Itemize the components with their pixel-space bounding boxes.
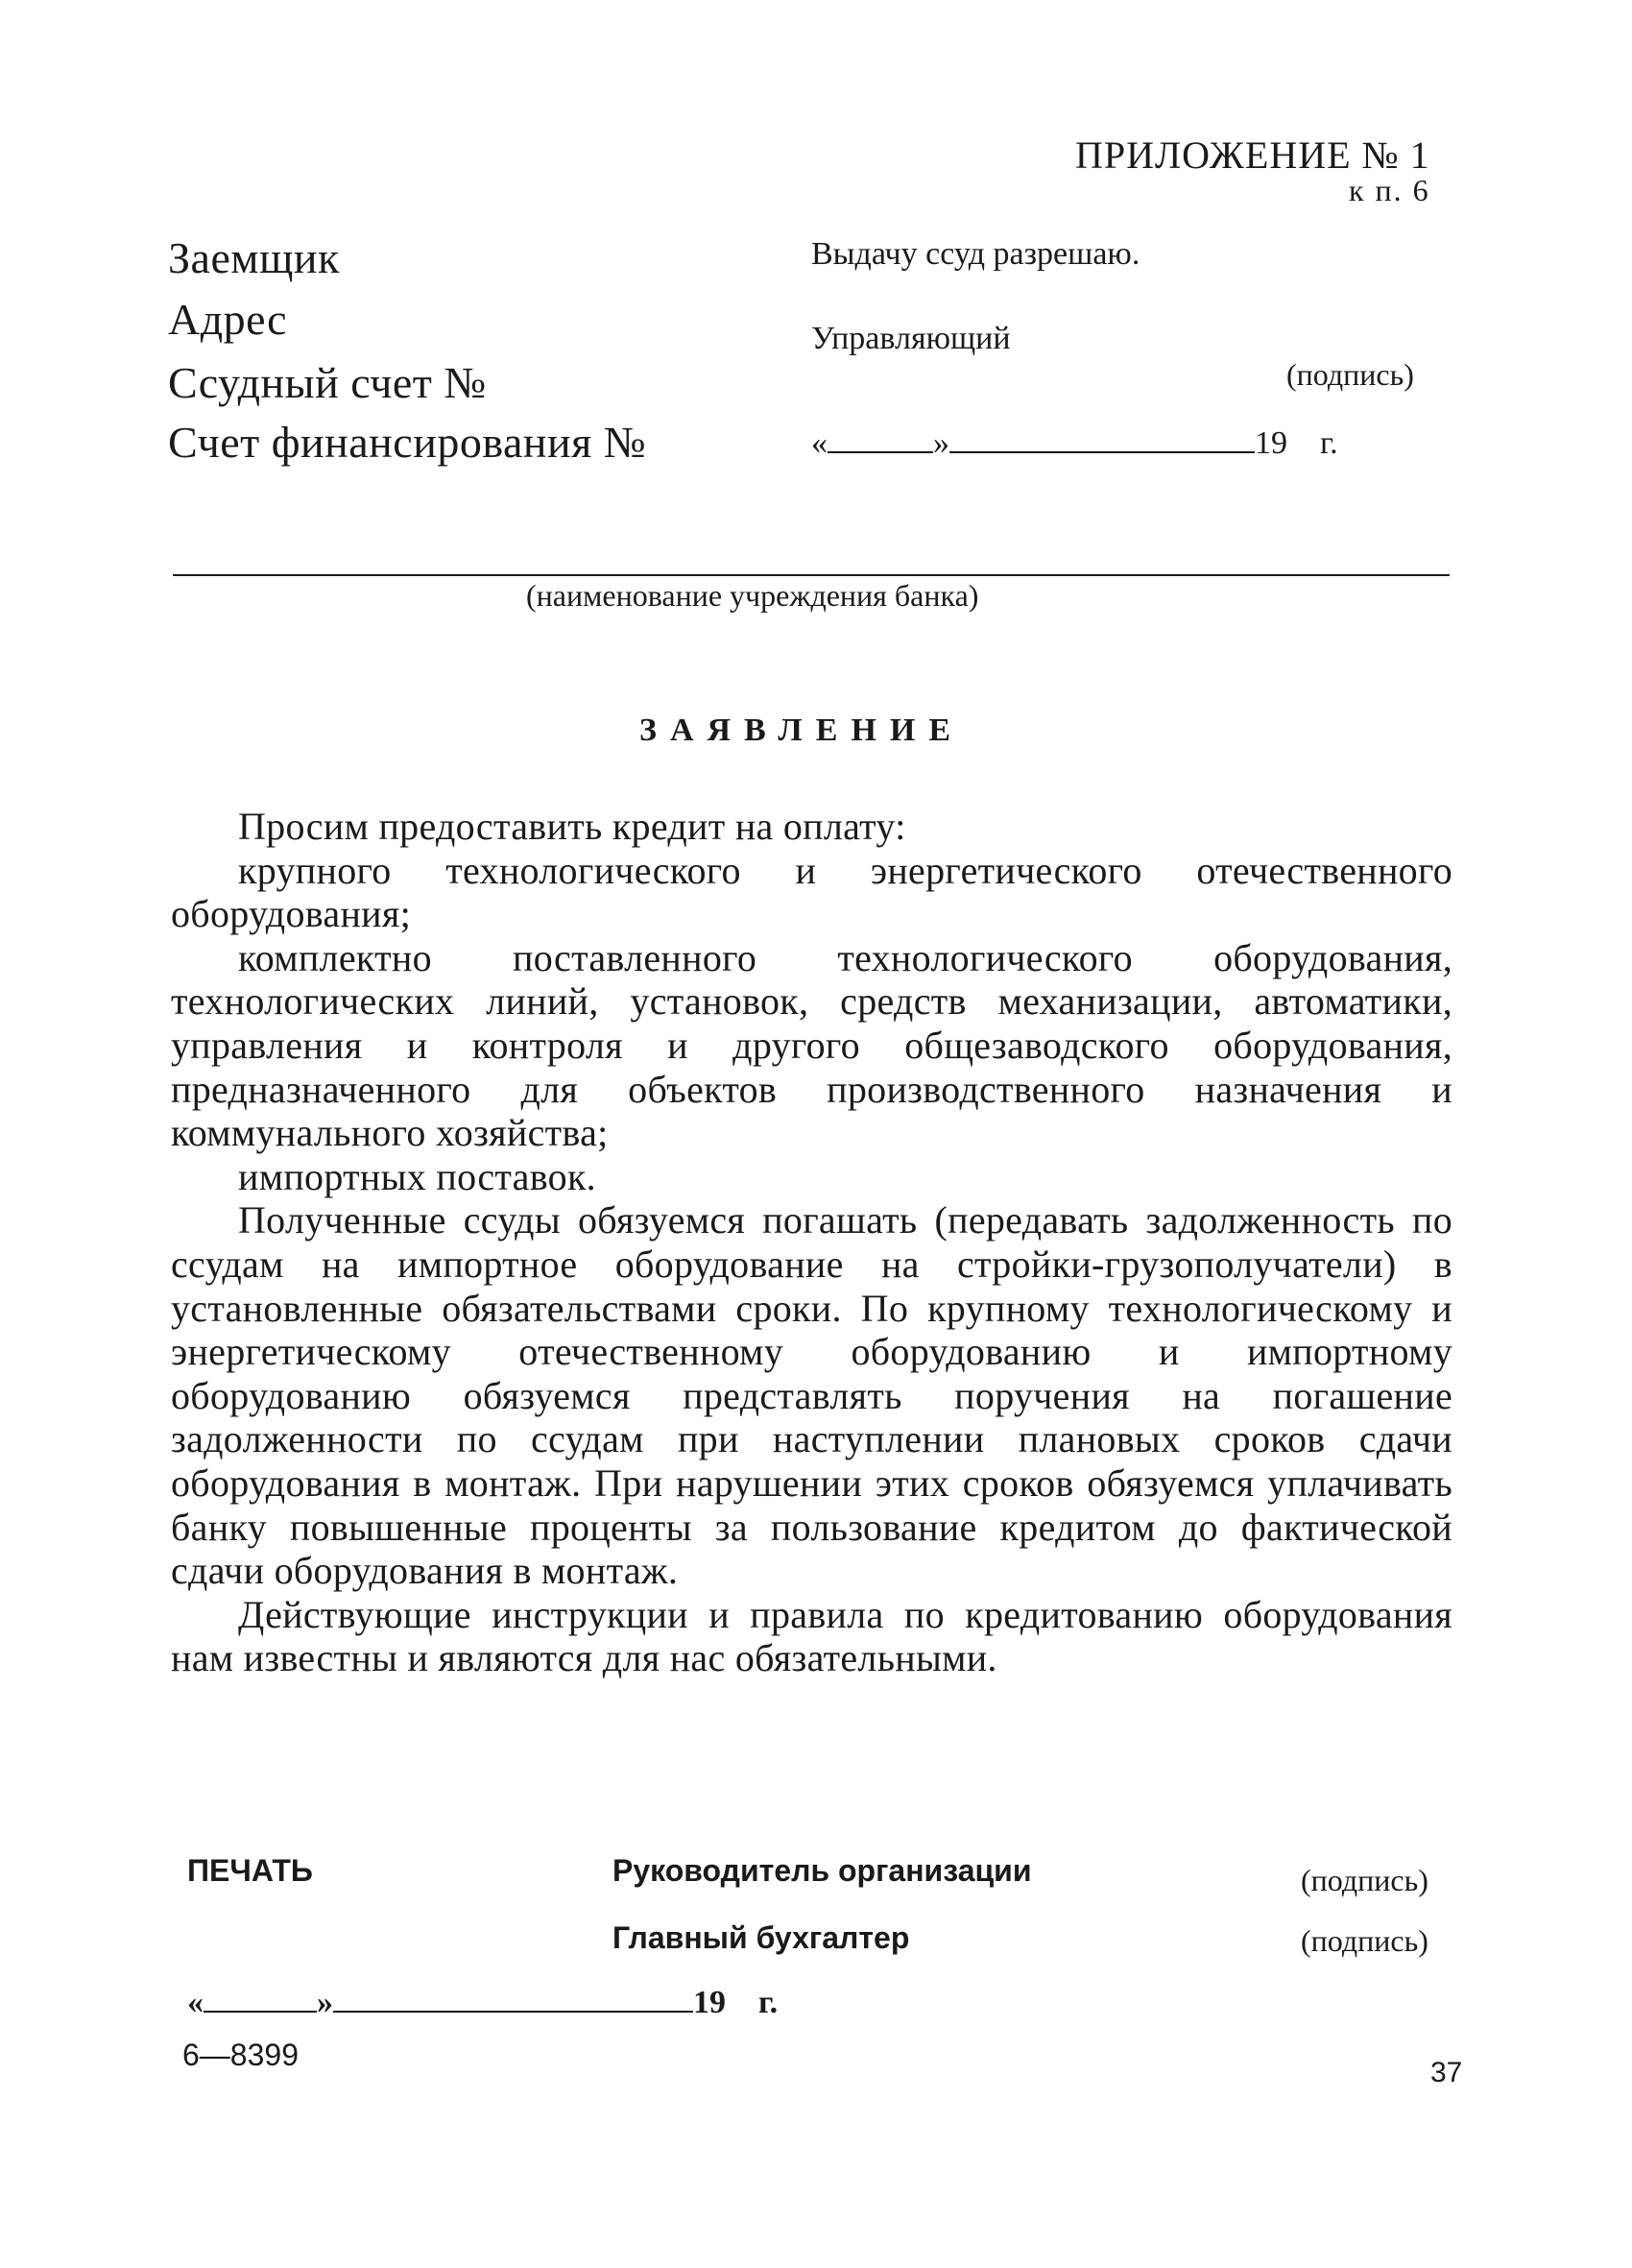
- accountant-signature-caption: (подпись): [1301, 1923, 1428, 1958]
- year-suffix: г.: [758, 1985, 779, 2020]
- approval-date: [811, 422, 1338, 462]
- head-signature-caption: (подпись): [1301, 1863, 1428, 1897]
- page-number: 37: [1430, 2057, 1463, 2088]
- request-item-complete: комплектно поставленного технологического оборудования, технологических линий, установок, средств механизации, автоматики, управления и контроля и другого общезаводского оборудования, предназначенного для объектов производственного назначения и коммунального хозяйства;: [171, 935, 1452, 1155]
- chief-accountant-label: Главный бухгалтер: [612, 1920, 910, 1955]
- day-blank: [204, 1982, 317, 2013]
- address-label: Адрес: [168, 295, 288, 344]
- appendix-title: ПРИЛОЖЕНИЕ № 1: [1075, 133, 1430, 177]
- repayment-obligation: Полученные ссуды обязуемся погашать (передавать задолженность по ссудам на импортное оборудование на стройки-грузополучатели) в установленные обязательствами сроки. По крупному технологическому и энергетическому отечественному оборудованию и импортному оборудованию обязуемся представлять поручения на погашение задолженности по ссудам при наступлении плановых сроков сдачи оборудования в монтаж. При нарушении этих сроков обязуемся уплачивать банку повышенные проценты за пользование кредитом до фактической сдачи оборудования в монтаж.: [171, 1198, 1452, 1593]
- manager-label: Управляющий: [811, 321, 1011, 356]
- date-open-quote: «: [187, 1985, 204, 2020]
- year-prefix: 19: [1255, 425, 1287, 461]
- application-date: [187, 1982, 778, 2021]
- month-blank: [949, 422, 1255, 453]
- request-item-import: импортных поставок.: [238, 1154, 596, 1198]
- date-close-quote: »: [317, 1985, 333, 2020]
- year-suffix: г.: [1320, 425, 1338, 461]
- document-title: ЗАЯВЛЕНИЕ: [639, 712, 965, 748]
- rules-acknowledgement: Действующие инструкции и правила по кредитованию оборудования нам известны и являются для нас обязательными.: [171, 1592, 1452, 1680]
- date-close-quote: »: [933, 425, 949, 461]
- request-intro: Просим предоставить кредит на оплату:: [238, 805, 906, 848]
- day-blank: [828, 422, 933, 453]
- manager-signature-caption: (подпись): [1286, 357, 1414, 392]
- request-item-domestic: крупного технологического и энергетического отечественного оборудования;: [171, 848, 1452, 936]
- borrower-label: Заемщик: [168, 233, 340, 282]
- bank-name-line: [173, 574, 1450, 576]
- stamp-label: ПЕЧАТЬ: [187, 1853, 313, 1888]
- date-open-quote: «: [811, 425, 828, 461]
- month-blank: [333, 1982, 693, 2013]
- year-prefix: 19: [693, 1985, 726, 2020]
- financing-account-label: Счет финансирования №: [168, 418, 647, 467]
- bank-name-caption: (наименование учреждения банка): [526, 578, 979, 613]
- appendix-reference: к п. 6: [1349, 173, 1430, 207]
- head-of-organization-label: Руководитель организации: [612, 1853, 1032, 1888]
- application-body: [171, 805, 1452, 1680]
- approval-statement: Выдачу ссуд разрешаю.: [811, 236, 1140, 272]
- loan-account-label: Ссудный счет №: [168, 358, 487, 407]
- print-code: 6—8399: [182, 2038, 299, 2072]
